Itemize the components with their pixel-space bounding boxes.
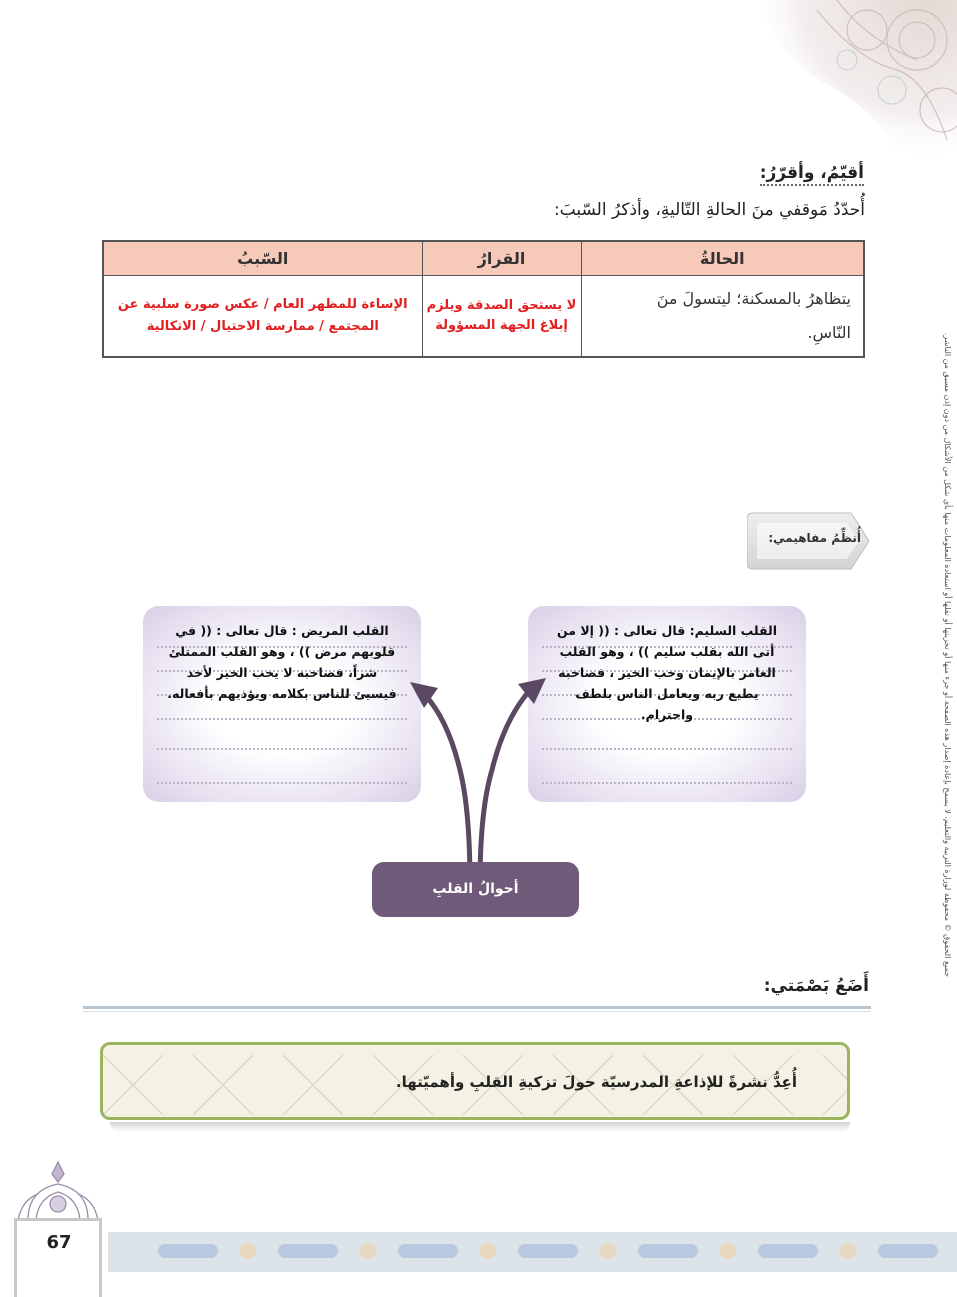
case-cell	[581, 275, 864, 357]
case-line-2: النّاسِ.	[807, 322, 851, 342]
page-number-frame	[14, 1218, 102, 1297]
sick-heart-box	[143, 606, 421, 802]
stamp-divider	[83, 1006, 871, 1009]
branch-arrows-icon	[400, 660, 560, 890]
healthy-line-5: واحترام.	[640, 707, 694, 722]
healthy-line-2: أتى الله بقلب سليم )) ، وهو القلب	[559, 644, 775, 659]
decision-cell	[422, 275, 581, 357]
task-shadow	[110, 1122, 850, 1132]
task-box	[100, 1042, 850, 1120]
reason-line-2: المجتمع / ممارسة الاحتيال / الاتكالية	[146, 318, 379, 334]
healthy-heart-text	[542, 620, 792, 725]
reason-cell	[103, 275, 422, 357]
page-number: 67	[46, 1232, 72, 1253]
reason-line-1: الإساءة للمظهر العام / عكس صورة سلبية عن	[117, 296, 408, 312]
hearts-states-label: أحوالُ القلبِ	[372, 862, 579, 917]
page-ornament-icon	[8, 1160, 108, 1222]
healthy-line-4: يطيع ربه ويعامل الناس بلطف	[575, 686, 759, 701]
stamp-divider-thin	[83, 1011, 871, 1012]
stamp-heading: أَضَعُ بَصْمَتي:	[763, 976, 869, 996]
sick-line-4: فيسيئ للناس بكلامه ويؤذيهم بأفعاله.	[167, 686, 397, 701]
decision-line-2: إبلاغ الجهة المسؤولة	[435, 317, 568, 333]
healthy-heart-box	[528, 606, 806, 802]
case-line-1: يتظاهرُ بالمسكنة؛ ليتسولَ منَ	[656, 288, 851, 308]
header-reason: السّببُ	[103, 241, 422, 275]
sick-line-1: القلب المريض : قال تعالى : (( في	[175, 623, 389, 638]
corner-ornament-icon	[717, 0, 957, 180]
healthy-line-1: القلب السليم: قال تعالى : (( إلا من	[557, 623, 777, 638]
table-header-row	[103, 241, 864, 275]
sick-line-2: قلوبهم مرض )) ، وهو القلب الممتلئ	[168, 644, 396, 659]
instruction-text: أُحدّدُ مَوقفي منَ الحالةِ التّاليةِ، وأذكرُ السّببَ:	[553, 200, 865, 220]
sick-heart-text	[157, 620, 407, 704]
decision-line-1: لا يستحق الصدقة ويلزم	[426, 297, 577, 313]
sick-line-3: شراً، فصاحبه لا يحب الخير لأحد	[186, 665, 378, 680]
task-text: أُعِدُّ نشرةً للإذاعةِ المدرسيّة حولَ تزكيةِ القلبِ وأهميّتها.	[395, 1073, 797, 1091]
organize-tag-label: أُنظِّمُ مفاهيمي:	[768, 531, 861, 545]
table-row	[103, 275, 864, 357]
footer-band-icon	[108, 1228, 957, 1276]
evaluate-heading: أقيّمُ، وأقرّرُ:	[760, 163, 864, 183]
decision-table	[102, 240, 865, 358]
side-copyright: جميع الحقوق © محفوظة لوزارة التربية والتعليم، لا يسمح بإعادة إصدار هذه الصفحة أو جزء منها أو تخزينها أو نقلها أو استعادة المعلومات منها بأي شكل من الأشكال من دون إذن مسبق من الناشر.	[943, 332, 952, 978]
header-case: الحالةُ	[581, 241, 864, 275]
healthy-line-3: العامر بالإيمان وحب الخير ، فصاحبه	[558, 665, 776, 680]
header-decision: القرارُ	[422, 241, 581, 275]
